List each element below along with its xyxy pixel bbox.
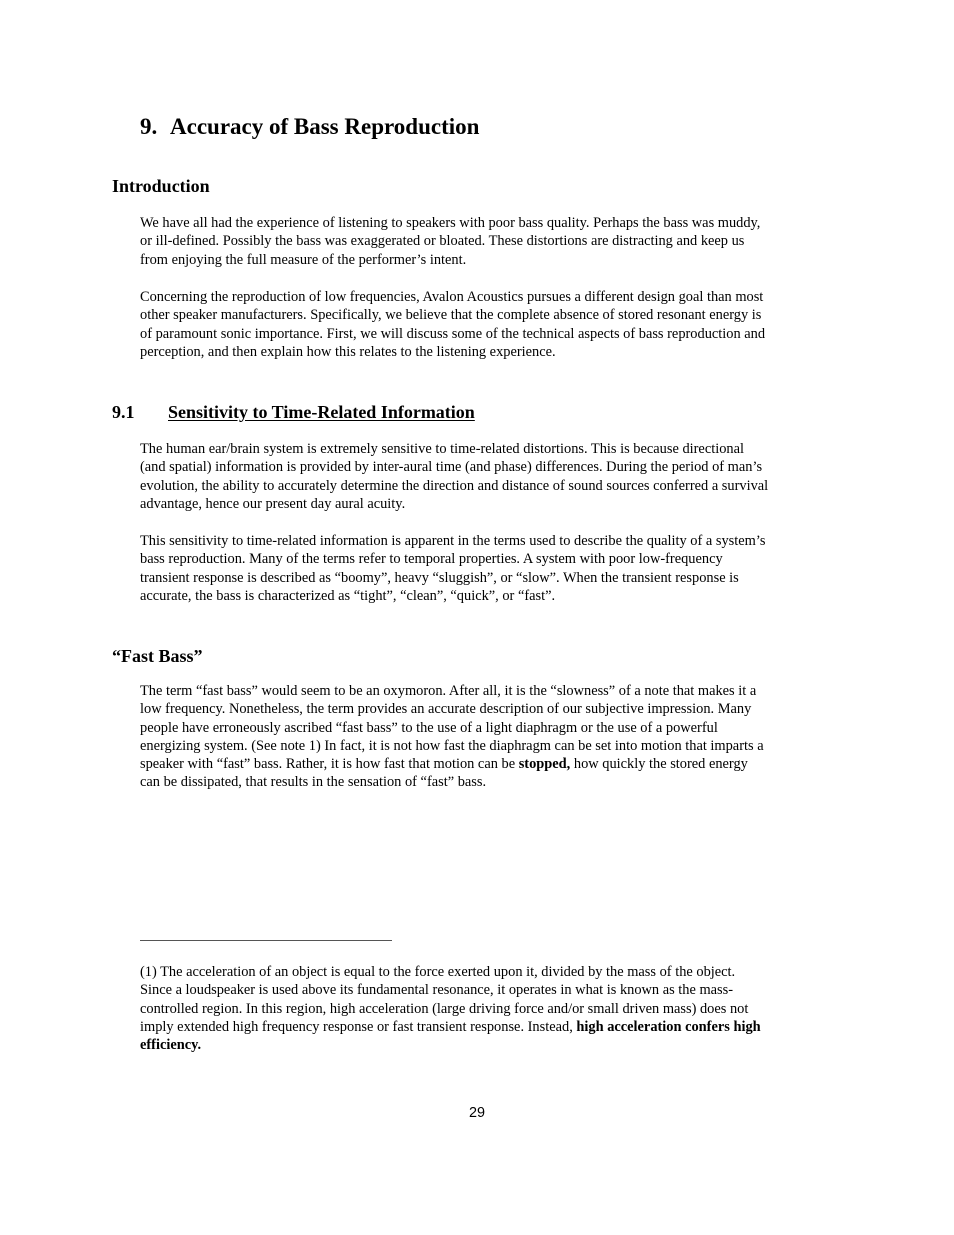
text-line [140, 1018, 840, 1036]
text-line: from enjoying the full measure of the performer’s intent. [140, 251, 467, 268]
section-title: Sensitivity to Time-Related Information [168, 402, 475, 422]
introduction-paragraph-2 [140, 288, 840, 361]
page-number: 29 [468, 1105, 485, 1121]
emphasis-text: high acceleration confers high [576, 1018, 761, 1035]
text-line: controlled region. In this region, high acceleration (large driving force and/or small driven mass) does not [140, 1000, 749, 1017]
text-line: perception, and then explain how this relates to the listening experience. [140, 343, 556, 360]
footnote [140, 963, 840, 1054]
fast-bass-paragraph [140, 682, 840, 792]
section-9-1-paragraph-1 [140, 440, 840, 513]
chapter-number: 9. [140, 114, 158, 139]
introduction-heading: Introduction [112, 176, 210, 196]
text-line: We have all had the experience of listening to speakers with poor bass quality. Perhaps the bass was muddy, [140, 215, 761, 231]
text-line: bass reproduction. Many of the terms refer to temporal properties. A system with poor low-frequency [140, 551, 723, 568]
emphasis-text: efficiency. [140, 1037, 202, 1054]
text-line: (and spatial) information is provided by inter-aural time (and phase) differences. During the period of man’s [140, 459, 763, 476]
text-line: or ill-defined. Possibly the bass was exaggerated or bloated. These distortions are distracting and keep us [140, 233, 745, 250]
section-9-1-heading [112, 401, 475, 423]
text-line [140, 755, 840, 773]
section-number: 9.1 [112, 402, 135, 422]
text-line [140, 1036, 840, 1054]
text-line: accurate, the bass is characterized as “tight”, “clean”, “quick”, or “fast”. [140, 587, 556, 604]
text-line: can be dissipated, that results in the sensation of “fast” bass. [140, 774, 487, 791]
text-line: Concerning the reproduction of low frequencies, Avalon Acoustics pursues a different design goal than most [140, 289, 764, 305]
section-9-1-paragraph-2 [140, 532, 840, 605]
text-line: other speaker manufacturers. Specifically, we believe that the complete absence of stored resonant energy is [140, 307, 762, 324]
text-line: low frequency. Nonetheless, the term provides an accurate description of our subjective impression. Many [140, 701, 752, 718]
text-span: imply extended high frequency response or fast transient response. Instead, [140, 1018, 577, 1035]
text-line: evolution, the ability to accurately determine the direction and distance of sound sources conferred a survival [140, 477, 769, 494]
text-span: speaker with “fast” bass. Rather, it is how fast that motion can be [140, 756, 519, 773]
text-line: The human ear/brain system is extremely sensitive to time-related distortions. This is because directional [140, 441, 744, 457]
text-line: (1) The acceleration of an object is equal to the force exerted upon it, divided by the mass of the object. [140, 964, 736, 980]
text-line: advantage, hence our present day aural acuity. [140, 495, 406, 512]
text-line: transient response is described as “boomy”, heavy “sluggish”, or “slow”. When the transient response is [140, 569, 739, 586]
text-line: people have erroneously ascribed “fast bass” to the use of a light diaphragm or the use of a powerful [140, 719, 718, 736]
footnote-divider [140, 940, 392, 941]
fast-bass-heading: “Fast Bass” [112, 646, 203, 666]
text-line: Since a loudspeaker is used above its fundamental resonance, it operates in what is known as the mass- [140, 982, 734, 999]
text-line: The term “fast bass” would seem to be an oxymoron. After all, it is the “slowness” of a note that makes it a [140, 683, 757, 699]
emphasis-stopped: stopped, [518, 756, 571, 773]
text-span: how quickly the stored energy [570, 756, 748, 773]
chapter-title [140, 112, 479, 142]
text-line: energizing system. (See note 1) In fact, it is not how fast the diaphragm can be set into motion that imparts a [140, 737, 764, 754]
chapter-title-text: Accuracy of Bass Reproduction [170, 114, 480, 139]
text-line: of paramount sonic importance. First, we will discuss some of the technical aspects of bass reproduction and [140, 325, 766, 342]
text-line: This sensitivity to time-related information is apparent in the terms used to describe the quality of a system’s [140, 533, 766, 549]
introduction-paragraph-1 [140, 214, 840, 269]
